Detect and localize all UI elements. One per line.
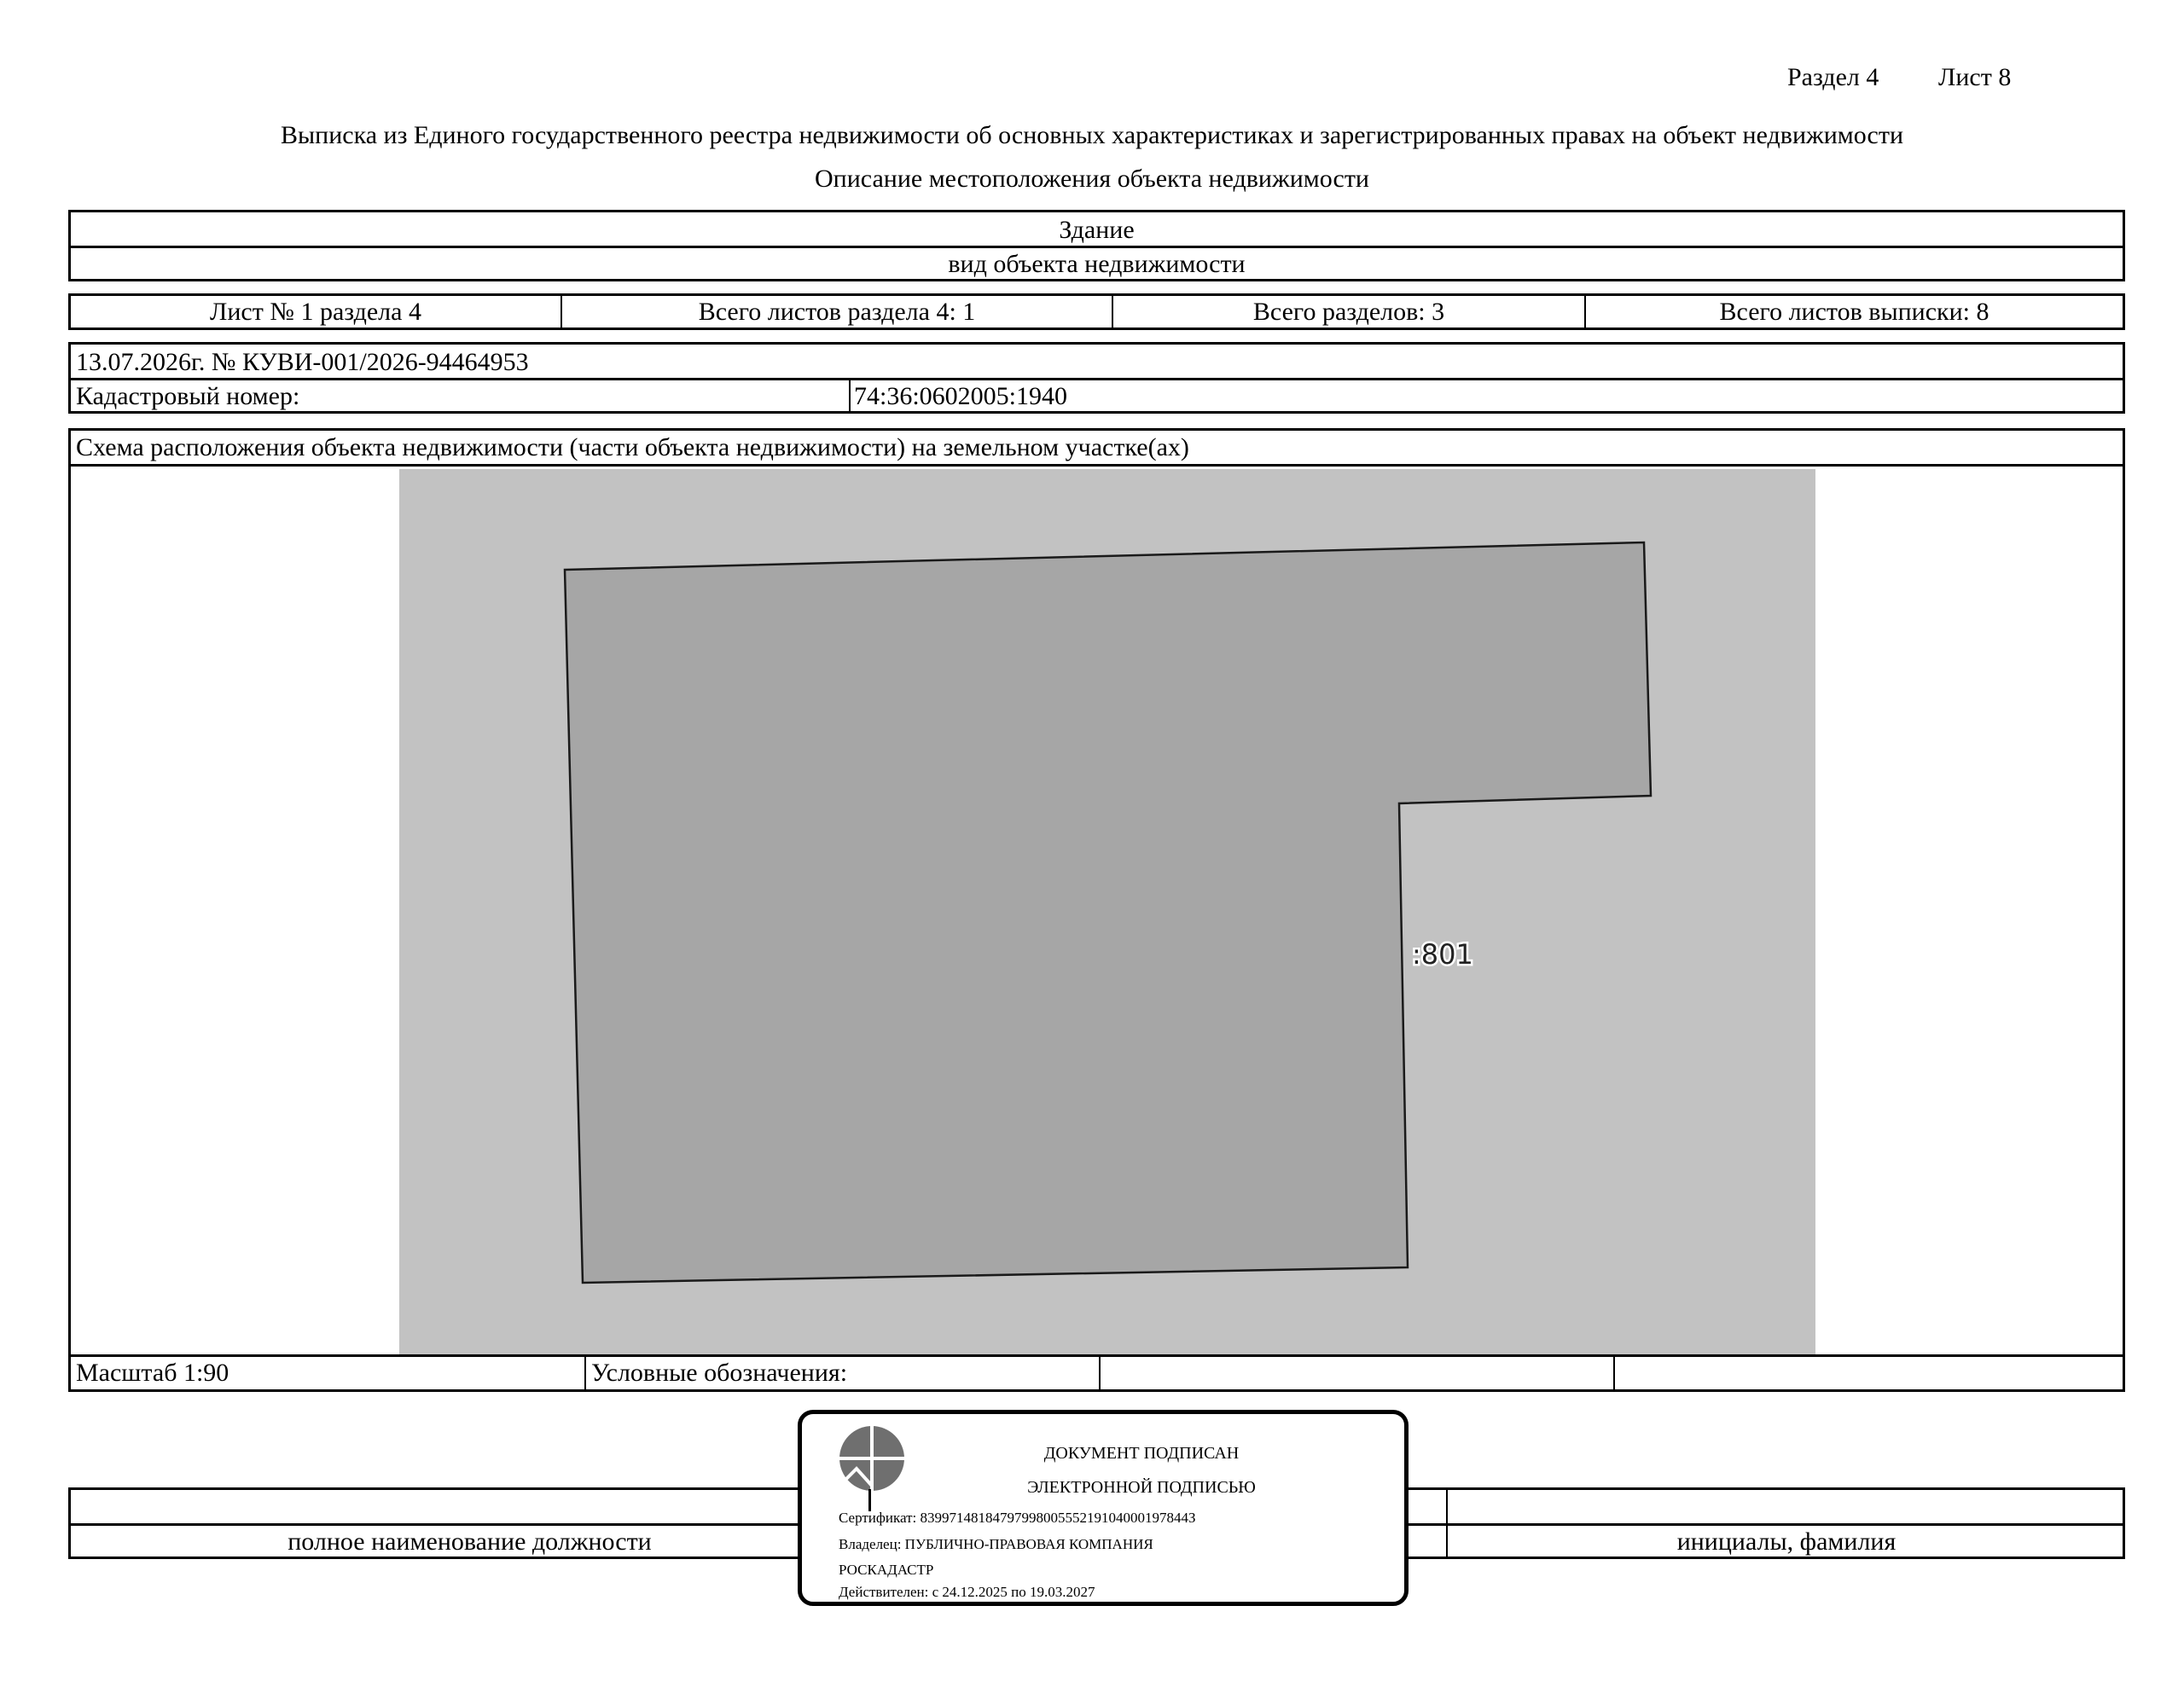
total-sections: Всего разделов: 3 [1252, 298, 1445, 326]
scheme-title: Схема расположения объекта недвижимости (части объекта недвижимости) на земельном участке(ах) [76, 433, 1189, 461]
object-type-block [68, 210, 2125, 281]
record-info-block [68, 342, 2125, 414]
stamp-owner-line-2: РОСКАДАСТР [839, 1562, 934, 1578]
divider [71, 464, 2123, 467]
cadastral-label: Кадастровый номер: [76, 382, 300, 410]
date-and-number: 13.07.2026г. № КУВИ-001/2026-94464953 [76, 348, 529, 376]
section-label: Раздел 4 [1787, 63, 1879, 91]
legend-label: Условные обозначения: [591, 1359, 848, 1387]
total-sheets-extract: Всего листов выписки: 8 [1719, 298, 1989, 326]
name-caption: инициалы, фамилия [1676, 1528, 1896, 1556]
sheet-label: Лист 8 [1938, 63, 2012, 91]
sheets-row [68, 293, 2125, 330]
object-type-caption: вид объекта недвижимости [948, 250, 1246, 278]
stamp-line-2: ЭЛЕКТРОННОЙ ПОДПИСЬЮ [1027, 1478, 1256, 1497]
divider [1099, 1355, 1101, 1389]
stamp-validity: Действителен: с 24.12.2025 по 19.03.2027 [839, 1584, 1095, 1600]
object-type: Здание [1059, 216, 1135, 244]
divider [849, 379, 851, 411]
stamp-owner-line-1: Владелец: ПУБЛИЧНО-ПРАВОВАЯ КОМПАНИЯ [839, 1536, 1153, 1552]
sheet-number: Лист № 1 раздела 4 [210, 298, 421, 326]
stamp-certificate: Сертификат: 8399714818479799800555219104000197844З [839, 1510, 1196, 1526]
divider [71, 378, 2123, 380]
divider [1613, 1355, 1615, 1389]
divider [584, 1355, 586, 1389]
divider [71, 1354, 2123, 1357]
document-title: Выписка из Единого государственного реестра недвижимости об основных характеристиках и зарегистрированных правах на объект недвижимости [280, 121, 1903, 149]
cadastral-number: 74:36:0602005:1940 [854, 382, 1068, 410]
stamp-line-1: ДОКУМЕНТ ПОДПИСАН [1043, 1444, 1240, 1463]
electronic-signature-stamp [798, 1410, 1409, 1606]
document-subtitle: Описание местоположения объекта недвижимости [815, 165, 1369, 193]
position-caption: полное наименование должности [288, 1528, 652, 1556]
scheme-block [68, 428, 2125, 1392]
scale-label: Масштаб 1:90 [76, 1359, 229, 1387]
total-sheets-section: Всего листов раздела 4: 1 [698, 298, 976, 326]
location-scheme-map [399, 469, 1815, 1354]
parcel-label: :801 [1412, 938, 1473, 971]
